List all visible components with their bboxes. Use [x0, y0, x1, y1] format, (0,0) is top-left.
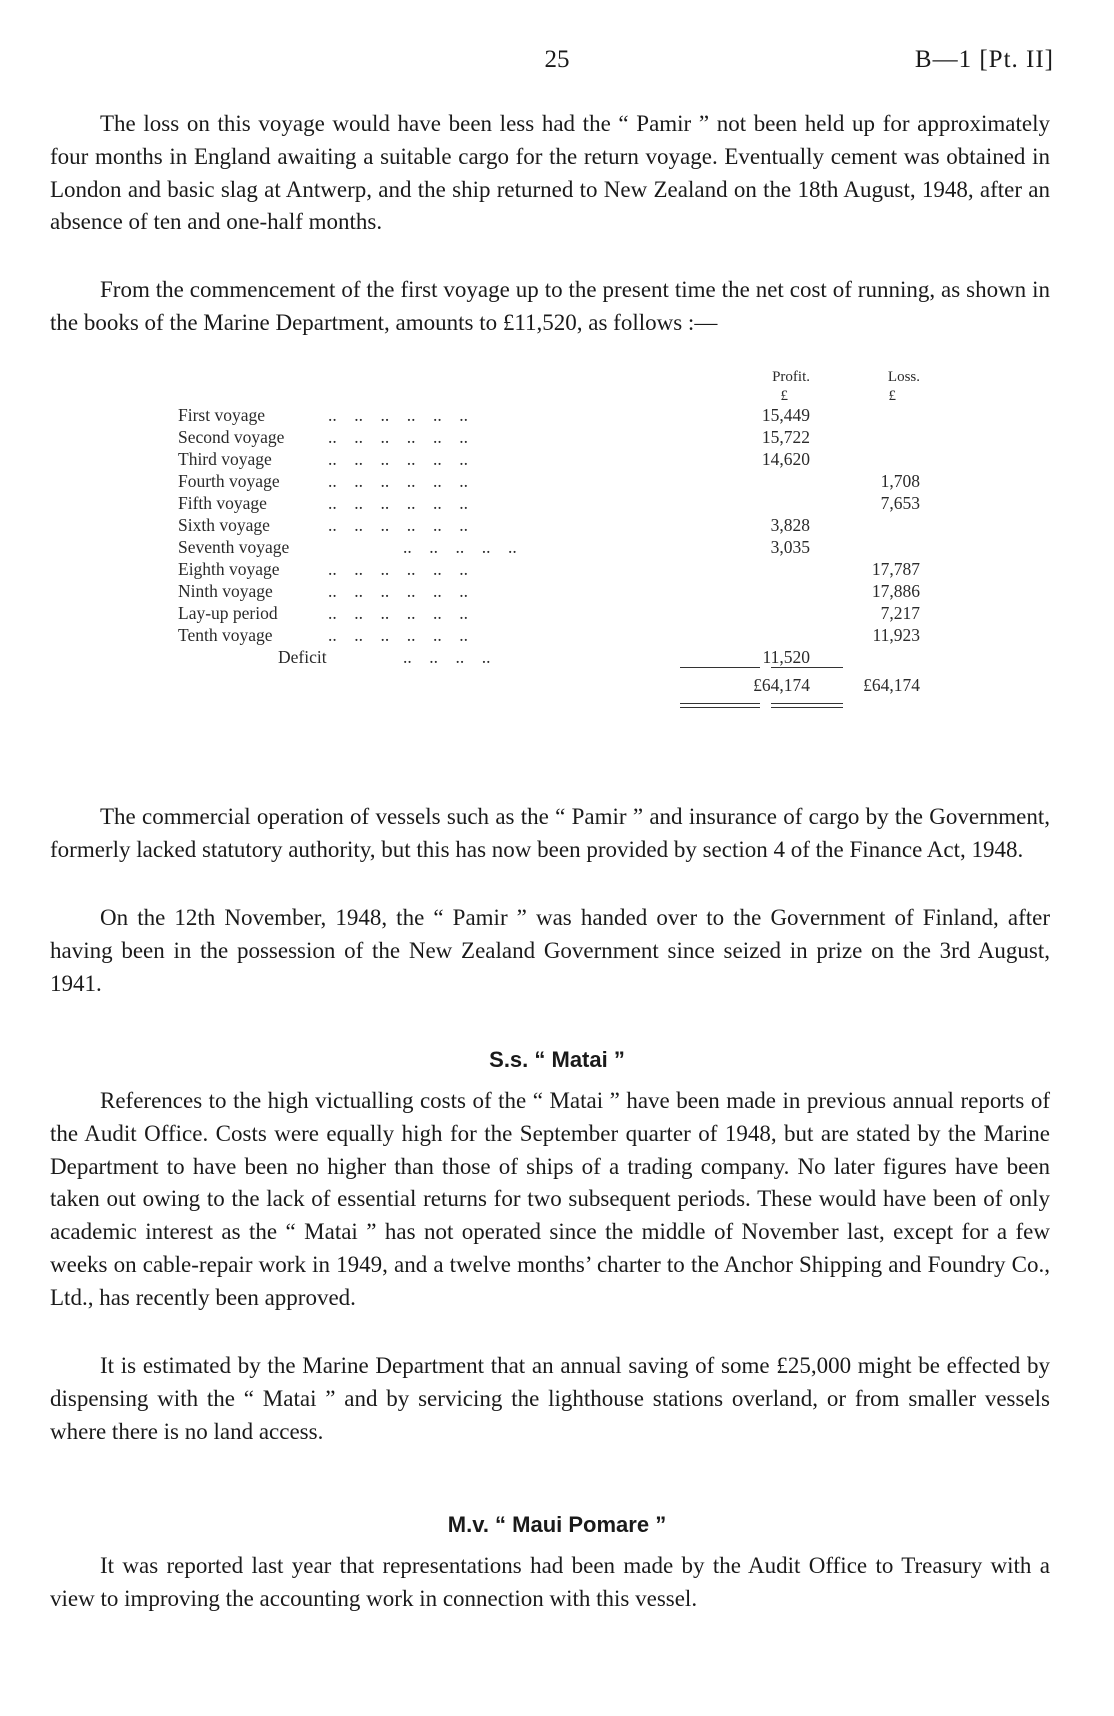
loss-value: 1,708 [880, 471, 920, 491]
leader-dots: .. .. .. .. .. .. [328, 625, 468, 645]
document-reference: B—1 [Pt. II] [914, 46, 1054, 73]
leader-dots: .. .. .. .. .. .. [328, 471, 468, 491]
leader-dots: .. .. .. .. .. .. [328, 603, 468, 623]
profit-unit: £ [780, 388, 788, 404]
leader-dots: .. .. .. .. .. [403, 537, 517, 557]
table-row [178, 647, 938, 669]
profit-value: 15,449 [761, 405, 810, 425]
heading-matai: S.s. “ Matai ” [489, 1047, 625, 1072]
paragraph-matai-saving: It is estimated by the Marine Department that an annual saving of some £25,000 might be effected by dispensing with the “ Matai ” and by servicing the lighthouse stations overland, or from smaller vessels where there is no land access. [50, 1353, 1050, 1444]
table-row [178, 405, 938, 427]
table-row [178, 537, 938, 559]
profit-value: 14,620 [761, 449, 810, 469]
table-row [178, 559, 938, 581]
table-row [178, 427, 938, 449]
table-row [178, 625, 938, 647]
profit-total: £64,174 [753, 675, 810, 695]
profit-total-double-rule [680, 703, 760, 708]
profit-value: 3,828 [770, 515, 810, 535]
loss-value: 17,787 [871, 559, 920, 579]
loss-unit: £ [888, 388, 896, 404]
row-label: Deficit [278, 647, 327, 667]
row-label: Sixth voyage [178, 515, 270, 535]
profit-column-header: Profit. [772, 369, 810, 385]
leader-dots: .. .. .. .. .. .. [328, 427, 468, 447]
paragraph-maui-pomare: It was reported last year that representations had been made by the Audit Office to Treasury with a view to improving the accounting work in connection with this vessel. [50, 1553, 1050, 1611]
table-row [178, 493, 938, 515]
leader-dots: .. .. .. .. .. .. [328, 493, 468, 513]
row-label: Seventh voyage [178, 537, 290, 557]
profit-value: 11,520 [762, 647, 810, 667]
loss-total: £64,174 [863, 675, 920, 695]
leader-dots: .. .. .. .. .. .. [328, 559, 468, 579]
row-label: Second voyage [178, 427, 285, 447]
table-row [178, 471, 938, 493]
paragraph-net-cost: From the commencement of the first voyage up to the present time the net cost of running, as shown in the books of the Marine Department, amounts to £11,520, as follows :— [50, 277, 1050, 335]
leader-dots: .. .. .. .. .. .. [328, 449, 468, 469]
row-label: Tenth voyage [178, 625, 273, 645]
loss-value: 7,653 [880, 493, 920, 513]
table-row [178, 603, 938, 625]
paragraph-handed-over: On the 12th November, 1948, the “ Pamir ” was handed over to the Government of Finland, after having been in the possession of the New Zealand Government since seized in prize on the 3rd August, 1941. [50, 905, 1050, 996]
loss-value: 11,923 [872, 625, 920, 645]
loss-column-header: Loss. [887, 369, 920, 385]
row-label: First voyage [178, 405, 266, 425]
loss-value: 7,217 [880, 603, 920, 623]
paragraph-commercial-operation: The commercial operation of vessels such as the “ Pamir ” and insurance of cargo by the Government, formerly lacked statutory authority, but this has now been provided by section 4 of the Finance Act, 1948. [50, 804, 1050, 862]
row-label: Eighth voyage [178, 559, 280, 579]
paragraph-pamir-loss: The loss on this voyage would have been less had the “ Pamir ” not been held up for approximately four months in England awaiting a suitable cargo for the return voyage. Eventually cement was obtained in London and basic slag at Antwerp, and the ship returned to New Zealand on the 18th August, 1948, after an absence of ten and one-half months. [50, 111, 1050, 235]
paragraph-matai-costs: References to the high victualling costs of the “ Matai ” have been made in previous annual reports of the Audit Office. Costs were equally high for the September quarter of 1948, but are stated by the Marine Department to have been no higher than those of ships of a trading company. No later figures have been taken out owing to the lack of essential returns for two subsequent periods. These would have been of only academic interest as the “ Matai ” has not operated since the middle of November last, except for a few weeks on cable-repair work in 1949, and a twelve months’ charter to the Anchor Shipping and Foundry Co., Ltd., has recently been approved. [50, 1088, 1050, 1310]
row-label: Fourth voyage [178, 471, 280, 491]
table-row [178, 449, 938, 471]
leader-dots: .. .. .. .. .. .. [328, 581, 468, 601]
table-row [178, 581, 938, 603]
row-label: Lay-up period [178, 603, 278, 623]
row-label: Third voyage [178, 449, 272, 469]
loss-subtotal-rule [771, 667, 843, 668]
loss-total-double-rule [771, 703, 843, 708]
leader-dots: .. .. .. .. [403, 647, 491, 667]
loss-value: 17,886 [871, 581, 920, 601]
row-label: Ninth voyage [178, 581, 273, 601]
leader-dots: .. .. .. .. .. .. [328, 405, 468, 425]
page-number: 25 [544, 46, 570, 73]
heading-maui-pomare: M.v. “ Maui Pomare ” [447, 1512, 667, 1537]
row-label: Fifth voyage [178, 493, 267, 513]
profit-subtotal-rule [680, 667, 760, 668]
table-row [178, 515, 938, 537]
profit-value: 15,722 [761, 427, 810, 447]
leader-dots: .. .. .. .. .. .. [328, 515, 468, 535]
profit-value: 3,035 [770, 537, 810, 557]
